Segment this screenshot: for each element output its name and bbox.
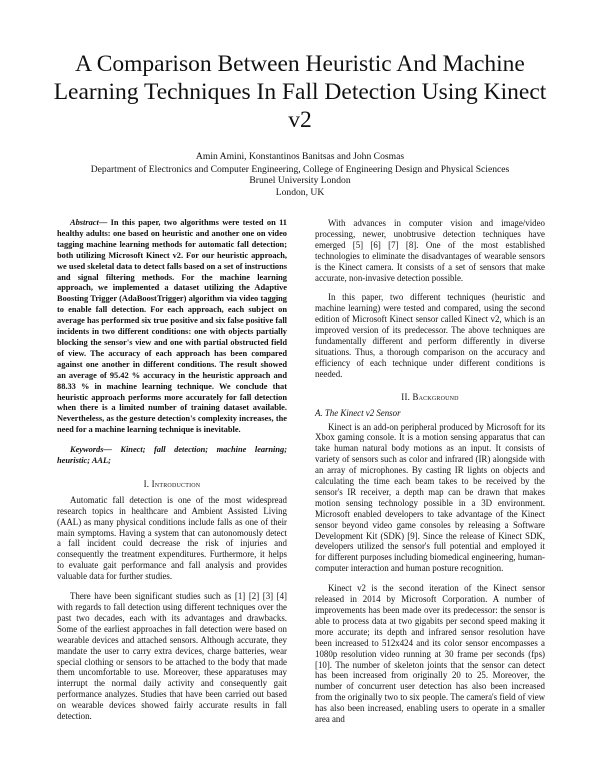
intro-paragraph-4: In this paper, two different techniques (heuristic and machine learning) were tested and compared, using the second edition of Microsoft Kinect sensor called Kinect v2, which is an improved version of its predecessor. The above techniques are fundamentally different and perform differently in diverse situations. Thus, a thorough comparison on the accuracy and efficiency of each technique under different conditions is needed. <box>315 292 545 379</box>
author-block <box>40 151 560 198</box>
abstract-label: Abstract <box>70 218 99 227</box>
intro-paragraph-3: With advances in computer vision and image/video processing, newer, unobtrusive detection techniques have emerged [5] [6] [7] [8]. One of the most established technologies to eliminate the disadvantages of wearable sensors is the Kinect camera. It consists of a set of sensors that make accurate, non-invasive detection possible. <box>315 218 545 283</box>
paper-title: A Comparison Between Heuristic And Machine Learning Techniques In Fall Detection Using Kinect v2 <box>53 51 547 133</box>
background-paragraph-2: Kinect v2 is the second iteration of the Kinect sensor released in 2014 by Microsoft Corporation. A number of improvements has been made over its predecessor: the sensor is able to process data at two gigabits per second speed making it more accurate; its depth and infrared sensor resolution have been increased to 512x424 and its color sensor encompasses a 1080p resolution video running at 30 frame per seconds (fps) [10]. The number of skeleton joints that the sensor can detect has been increased from originally 20 to 25. Moreover, the number of concurrent user detection has also been increased from the originally two to six people. The camera's field of view has also been increased, enabling users to operate in a smaller area and <box>315 583 545 725</box>
author-university: Brunel University London <box>249 175 351 187</box>
subsection-heading-kinect-v2: A. The Kinect v2 Sensor <box>315 407 401 418</box>
intro-paragraph-1: Automatic fall detection is one of the most widespread research topics in healthcare and Ambient Assisted Living (AAL) as many physical conditions include falls as one of their main symptoms. Having a system that can autonomously detect a fall incident could decrease the risk of injuries and consequently the treatment expenditures. Furthermore, it helps to evaluate gait performance and fall analysis and provides valuable data for further studies. <box>57 494 287 582</box>
right-column <box>315 218 545 725</box>
author-city: London, UK <box>275 186 325 198</box>
background-paragraph-1: Kinect is an add-on peripheral produced by Microsoft for its Xbox gaming console. It is a motion sensing apparatus that can take human natural body motions as an input. It consists of variety of sensors such as color and infrared (IR) alongside with an array of microphones. By casting IR lights on objects and calculating the time each beam takes to be received by the sensor's IR receiver, a depth map can be drawn that makes motion sensing technology possible in a 3D environment. Microsoft enabled developers to take advantage of the Kinect sensor beyond video game consoles by releasing a Software Development Kit (SDK) [9]. Since the release of Kinect SDK, developers utilized the sensor's full potential and employed it for different purposes including biomedical engineering, human-computer interaction and human posture recognition. <box>315 421 545 574</box>
author-department: Department of Electronics and Computer Engineering, College of Engineering Design and Physical Sciences <box>90 163 510 175</box>
author-names: Amin Amini, Konstantinos Banitsas and John Cosmas <box>195 151 405 162</box>
keywords <box>57 445 287 467</box>
abstract-dash: — <box>98 218 111 227</box>
section-heading-background: II. Background <box>401 391 459 402</box>
left-column <box>57 218 287 722</box>
abstract-text: In this paper, two algorithms were tested on 11 healthy adults: one based on heuristic and another one on video tagging machine learning methods for automatic fall detection; both utilizing Microsoft Kinect v2. For our heuristic approach, we used skeletal data to detect falls based on a set of instructions and signal filtering methods. For the machine learning approach, we implemented a dataset utilizing the Adaptive Boosting Trigger (AdaBoostTrigger) algorithm via video tagging to enable fall detection. For each approach, each subject on average has performed six true positive and six false positive fall incidents in two different conditions: one with objects partially blocking the sensor's view and one with partial obstructed field of view. The accuracy of each approach has been compared against one another in different conditions. The result showed an average of 95.42 % accuracy in the heuristic approach and 88.33 % in machine learning technique. We conclude that heuristic approach performs more accurately for fall detection when there is a limited number of training dataset available. Nevertheless, as the gesture detection's complexity increases, the need for a machine learning technique is inevitable. <box>57 218 287 435</box>
section-heading-introduction: I. Introduction <box>143 478 201 489</box>
keywords-label: Keywords <box>70 445 104 455</box>
abstract <box>57 218 287 436</box>
keywords-text: — Kinect; fall detection; machine learning; heuristic; AAL; <box>57 445 287 466</box>
intro-paragraph-2: There have been significant studies such as [1] [2] [3] [4] with regards to fall detection using different techniques over the past two decades, each with its advantages and drawbacks. Some of the earliest approaches in fall detection were based on wearable devices and attached sensors. Although accurate, they mandate the user to carry extra devices, charge batteries, wear special clothing or sensors to be attached to the body that made them uncomfortable to use. Moreover, these apparatuses may interrupt the normal daily activity and consequently gait performance analyzes. Studies that have been carried out based on wearable devices showed fairly accurate results in fall detection. <box>57 591 287 722</box>
